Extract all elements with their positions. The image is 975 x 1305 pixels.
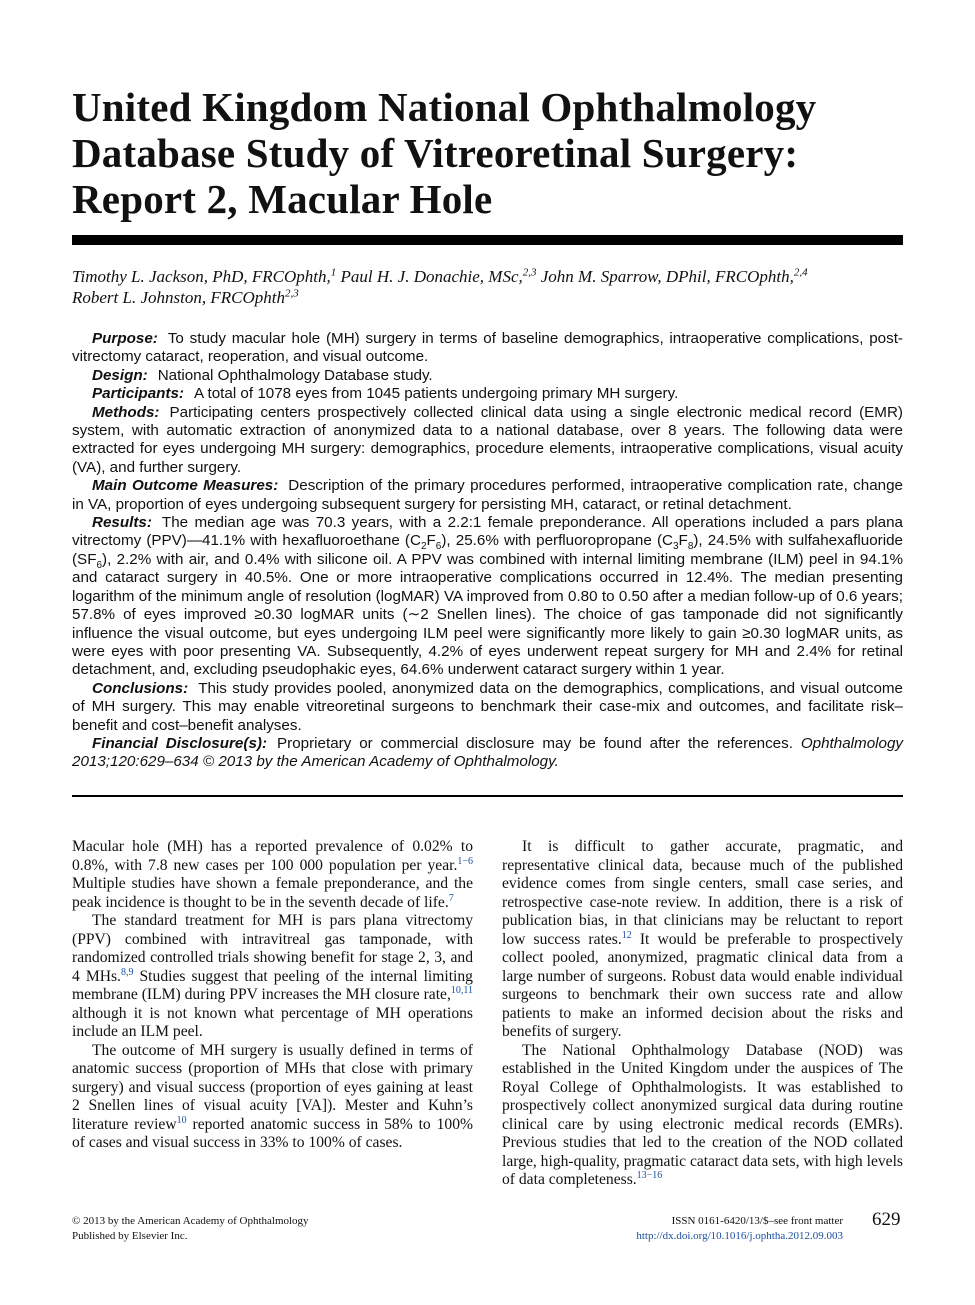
author-name: Robert L. Johnston, FRCOphth (72, 288, 285, 307)
body-text: reported anatomic success in 58% to 100% of cases and visual success in 33% to 100% of cases. (72, 1115, 473, 1151)
section-text: To study macular hole (MH) surgery in terms of baseline demographics, intraoperative complications, post-vitrectomy cataract, reoperation, and visual outcome. (72, 330, 903, 366)
body-text: It would be preferable to prospectively collect pooled, anonymized, pragmatic clinical data from a large number of surgeons. Robust data would enable individual surgeons to benchmark their own success rate and allow patients to make an informed decision about the risks and benefits of surgery. (502, 930, 903, 1040)
issn-line: ISSN 0161-6420/13/$–see front matter (671, 1215, 843, 1227)
doi-link[interactable]: http://dx.doi.org/10.1016/j.ophtha.2012.09.003 (636, 1230, 843, 1242)
section-text: National Ophthalmology Database study. (157, 366, 433, 384)
author-affiliation: 2,3 (284, 287, 299, 300)
body-text: The National Ophthalmology Database (NOD) was established in the United Kingdom under the auspices of The Royal College of Ophthalmologists. It was established to prospectively collect anonymized surgical data during routine clinical care by using electronic medical records (EMRs). Previous studies that led to the creation of the NOD collated large, high-quality, pragmatic cataract data sets, with high levels of data completeness. (502, 1041, 903, 1188)
section-label: Main Outcome Measures: (92, 477, 279, 495)
subscript: 3 (672, 541, 679, 553)
abstract-purpose (72, 330, 903, 367)
body-column-left (72, 838, 473, 1153)
section-label: Financial Disclosure(s): (92, 734, 268, 752)
reference-link[interactable]: 12 (621, 929, 632, 941)
body-text: although it is not known what percentage of MH operations include an ILM peel. (72, 1004, 473, 1040)
author-name: John M. Sparrow, DPhil, FRCOphth, (540, 267, 794, 286)
author-list (72, 266, 907, 308)
title-line-3: Report 2, Macular Hole (72, 176, 493, 222)
section-text: Proprietary or commercial disclosure may be found after the references. (277, 734, 793, 752)
section-text: A total of 1078 eyes from 1045 patients undergoing primary MH surgery. (194, 385, 679, 403)
section-text: The median age was 70.3 years, with a 2.2:1 female preponderance. All operations included a pars plana vitrectomy (PPV)—41.1% with hexafluoroethane (C (72, 514, 903, 550)
subscript: 2 (420, 541, 427, 553)
author-affiliation: 1 (330, 266, 337, 279)
abstract-disclosure (72, 735, 903, 772)
author-name: Timothy L. Jackson, PhD, FRCOphth, (72, 267, 331, 286)
section-text: F (678, 532, 688, 550)
body-paragraph (72, 912, 473, 1042)
section-label: Results: (92, 514, 152, 532)
reference-link[interactable]: 10 (176, 1114, 187, 1126)
body-paragraph (502, 1042, 903, 1190)
body-paragraph (502, 838, 903, 1042)
footer-left (72, 1214, 309, 1244)
section-text: F (426, 532, 436, 550)
section-text: ), 24.5% with sulfahexafluoride (SF (72, 532, 903, 568)
abstract-methods (72, 404, 903, 478)
body-text: It is difficult to gather accurate, pragmatic, and representative clinical data, because much of the published evidence comes from single centers, small case series, and retrospective case-note review. In addition, there is a risk of publication bias, in that clinicians may be reluctant to report low success rates. (502, 838, 903, 948)
article-title (72, 84, 912, 222)
section-text: Participating centers prospectively collected clinical data using a single electronic medical record (EMR) system, with automatic extraction of anonymized data to a national database, over 8 years. The following data were extracted for eyes undergoing MH surgery: demographics, procedure elements, intraoperative complications, visual acuity (VA), and further surgery. (72, 403, 903, 476)
subscript: 6 (96, 559, 103, 571)
section-label: Conclusions: (92, 679, 189, 697)
section-label: Methods: (92, 403, 160, 421)
reference-link[interactable]: 10,11 (450, 984, 473, 996)
body-paragraph (72, 1042, 473, 1153)
section-text: Description of the primary procedures performed, intraoperative complication rate, change in VA, proportion of eyes undergoing subsequent surgery for persisting MH, cataract, or retinal detachment. (72, 477, 903, 513)
body-text: Macular hole (MH) has a reported prevalence of 0.02% to 0.8%, with 7.8 new cases per 100 000 population per year. (72, 838, 473, 874)
abstract-results (72, 514, 903, 680)
footer-right (560, 1214, 843, 1244)
author-affiliation: 2,4 (793, 266, 808, 279)
title-line-1: United Kingdom National Ophthalmology (72, 84, 817, 130)
author-name: Paul H. J. Donachie, MSc, (340, 267, 523, 286)
page-number: 629 (872, 1209, 901, 1230)
body-paragraph (72, 838, 473, 912)
abstract-conclusions (72, 680, 903, 735)
body-text: Multiple studies have shown a female preponderance, and the peak incidence is thought to be in the seventh decade of life. (72, 875, 473, 911)
publisher-line: Published by Elsevier Inc. (72, 1230, 188, 1242)
section-label: Purpose: (92, 330, 158, 347)
body-text: Studies suggest that peeling of the internal limiting membrane (ILM) during PPV increases the MH closure rate, (72, 967, 473, 1003)
title-divider (72, 235, 903, 245)
copyright-line: © 2013 by the American Academy of Ophthalmology (72, 1215, 309, 1227)
section-label: Participants: (92, 385, 184, 403)
section-text: This study provides pooled, anonymized data on the demographics, complications, and visual outcome of MH surgery. This may enable vitreoretinal surgeons to benchmark their case-mix and outcomes, and facilitate risk–benefit and cost–benefit analyses. (72, 679, 903, 734)
body-text: The outcome of MH surgery is usually defined in terms of anatomic success (proportion of MHs that close with primary surgery) and visual success (proportion of eyes gaining at least 2 Snellen lines of visual acuity [VA]). Mester and Kuhn’s literature review (72, 1041, 473, 1133)
abstract-divider (72, 795, 903, 797)
author-affiliation: 2,3 (522, 266, 537, 279)
reference-link[interactable]: 8,9 (120, 966, 134, 978)
body-text: The standard treatment for MH is pars plana vitrectomy (PPV) combined with intravitreal gas tamponade, with randomized controlled trials showing benefit for stage 2, 3, and 4 MHs. (72, 912, 473, 985)
abstract-design (72, 367, 903, 385)
abstract-participants (72, 385, 903, 403)
section-text: ), 2.2% with air, and 0.4% with silicone oil. A PPV was combined with internal limiting membrane (ILM) peel in 94.1% and cataract surgery in 40.5%. One or more intraoperative complications occurred in 12.4%. The median presenting logarithm of the minimum angle of resolution (logMAR) VA improved from 0.80 to 0.50 after a median follow-up of 0.6 years; 57.8% of eyes improved ≥0.30 logMAR units (∼2 Snellen lines). The choice of gas tamponade did not significantly influence the visual outcome, but eyes undergoing ILM peel were significantly more likely to gain ≥0.30 logMAR units, as were eyes with poor presenting VA. Subsequently, 4.2% of eyes underwent repeat surgery for MH and 2.4% for retinal detachment, and, excluding pseudophakic eyes, 64.6% underwent cataract surgery within 1 year. (72, 550, 903, 679)
abstract-outcome-measures (72, 477, 903, 514)
journal-citation: Ophthalmology 2013;120:629–634 © 2013 by the American Academy of Ophthalmology. (72, 734, 903, 771)
section-text: ), 25.6% with perfluoropropane (C (441, 532, 673, 550)
reference-link[interactable]: 1−6 (457, 855, 473, 867)
reference-link[interactable]: 7 (448, 892, 454, 904)
reference-link[interactable]: 13−16 (636, 1169, 663, 1181)
body-column-right (502, 838, 903, 1190)
subscript: 8 (687, 541, 694, 553)
title-line-2: Database Study of Vitreoretinal Surgery: (72, 130, 799, 176)
subscript: 6 (435, 541, 442, 553)
section-label: Design: (92, 366, 148, 384)
abstract (72, 330, 903, 772)
